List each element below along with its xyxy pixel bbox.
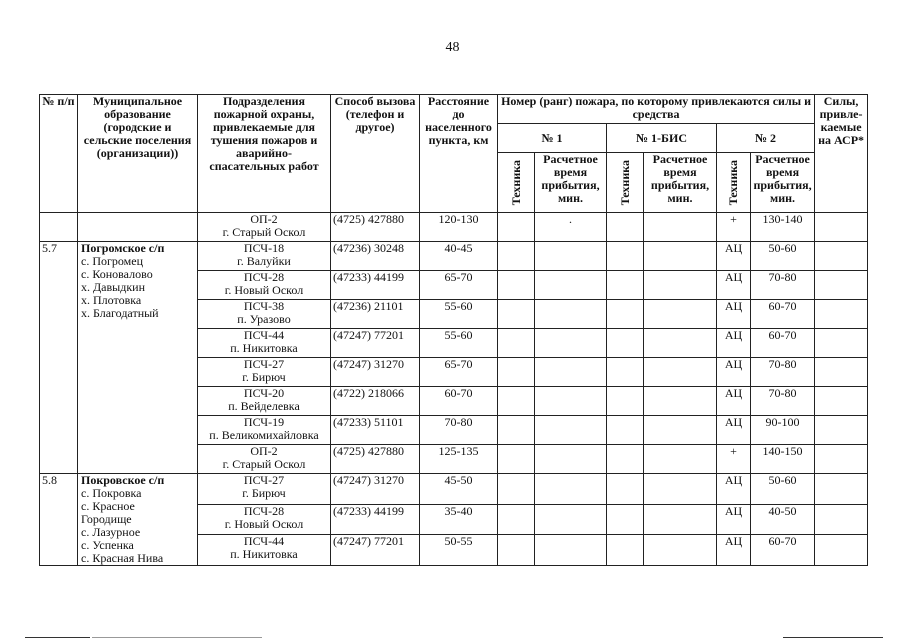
asr-cell bbox=[815, 300, 868, 329]
unit-name: ПСЧ-44 bbox=[243, 534, 285, 549]
tech-1bis-cell bbox=[607, 358, 644, 387]
asr-cell bbox=[815, 271, 868, 300]
tech-2-cell: + bbox=[717, 213, 751, 242]
tech-2-cell: АЦ bbox=[717, 300, 751, 329]
tech-1bis-cell bbox=[607, 300, 644, 329]
asr-cell bbox=[815, 387, 868, 416]
municipality-line: с. Коноваловo bbox=[81, 267, 153, 281]
unit-cell bbox=[198, 329, 331, 358]
municipality-cell bbox=[78, 242, 198, 474]
asr-cell bbox=[815, 213, 868, 242]
municipality-line: х. Плотовка bbox=[81, 293, 142, 307]
row-number: 5.8 bbox=[40, 474, 78, 566]
footer-rule-left bbox=[25, 637, 90, 638]
arrival-1bis-cell bbox=[644, 504, 717, 535]
tech-2-cell: АЦ bbox=[717, 242, 751, 271]
arrival-1-cell: . bbox=[535, 213, 607, 242]
distance-cell: 65-70 bbox=[420, 271, 498, 300]
unit-name: ОП-2 bbox=[250, 212, 278, 226]
phone-cell: (4725) 427880 bbox=[331, 213, 420, 242]
tech-1bis-cell bbox=[607, 213, 644, 242]
unit-name: ПСЧ-38 bbox=[243, 299, 285, 313]
tech-1-cell bbox=[498, 535, 535, 566]
unit-cell bbox=[198, 242, 331, 271]
arrival-1bis-cell bbox=[644, 271, 717, 300]
arrival-2-cell: 60-70 bbox=[751, 329, 815, 358]
unit-cell bbox=[198, 416, 331, 445]
arrival-1-cell bbox=[535, 358, 607, 387]
unit-name: ПСЧ-28 bbox=[243, 504, 285, 518]
unit-cell bbox=[198, 474, 331, 505]
unit-name: ПСЧ-18 bbox=[243, 241, 285, 255]
asr-cell bbox=[815, 474, 868, 505]
table-row bbox=[40, 242, 868, 271]
municipality-line: х. Благодатный bbox=[81, 306, 159, 320]
tech-2-cell: АЦ bbox=[717, 416, 751, 445]
arrival-2-cell: 60-70 bbox=[751, 535, 815, 566]
unit-location: г. Бирюч bbox=[242, 370, 286, 384]
asr-cell bbox=[815, 416, 868, 445]
unit-cell bbox=[198, 387, 331, 416]
unit-location: п. Никитовка bbox=[230, 341, 298, 355]
distance-cell: 120-130 bbox=[420, 213, 498, 242]
header-tech-1: Техника bbox=[508, 159, 523, 206]
arrival-1bis-cell bbox=[644, 474, 717, 505]
unit-cell bbox=[198, 213, 331, 242]
municipality-line: Погромское с/п bbox=[81, 241, 165, 255]
arrival-2-cell: 90-100 bbox=[751, 416, 815, 445]
phone-cell: (4722) 218066 bbox=[331, 387, 420, 416]
tech-1bis-cell bbox=[607, 387, 644, 416]
unit-location: п. Вейделевка bbox=[228, 399, 300, 413]
distance-cell: 45-50 bbox=[420, 474, 498, 505]
phone-cell: (47247) 77201 bbox=[331, 329, 420, 358]
arrival-1bis-cell bbox=[644, 445, 717, 474]
tech-1bis-cell bbox=[607, 445, 644, 474]
tech-1-cell bbox=[498, 387, 535, 416]
tech-2-cell: АЦ bbox=[717, 387, 751, 416]
row-number: 5.7 bbox=[40, 242, 78, 474]
unit-name: ПСЧ-20 bbox=[243, 386, 285, 400]
municipality-cell bbox=[78, 474, 198, 566]
unit-cell bbox=[198, 271, 331, 300]
unit-cell bbox=[198, 358, 331, 387]
tech-1-cell bbox=[498, 474, 535, 505]
arrival-1-cell bbox=[535, 329, 607, 358]
header-tech-2: Техника bbox=[726, 159, 740, 206]
unit-location: п. Великомихайловка bbox=[209, 428, 319, 442]
header-arrival-2: Расчетное время прибытия, мин. bbox=[751, 153, 815, 213]
tech-2-cell: АЦ bbox=[717, 474, 751, 505]
arrival-1bis-cell bbox=[644, 358, 717, 387]
header-arrival-1: Расчетное время прибытия, мин. bbox=[535, 153, 607, 213]
footer-rule-right bbox=[783, 637, 883, 638]
tech-1bis-cell bbox=[607, 535, 644, 566]
unit-name: ПСЧ-19 bbox=[243, 415, 285, 429]
tech-1-cell bbox=[498, 271, 535, 300]
arrival-2-cell: 60-70 bbox=[751, 300, 815, 329]
distance-cell: 125-135 bbox=[420, 445, 498, 474]
arrival-2-cell: 40-50 bbox=[751, 504, 815, 535]
tech-2-cell: АЦ bbox=[717, 271, 751, 300]
tech-1bis-cell bbox=[607, 416, 644, 445]
asr-cell bbox=[815, 242, 868, 271]
arrival-1-cell bbox=[535, 242, 607, 271]
arrival-1bis-cell bbox=[644, 416, 717, 445]
distance-cell: 50-55 bbox=[420, 535, 498, 566]
unit-cell bbox=[198, 504, 331, 535]
municipality-line: х. Давыдкин bbox=[81, 280, 146, 294]
header-asr: Силы, привле-каемые на АСР* bbox=[815, 95, 868, 213]
tech-2-cell: АЦ bbox=[717, 504, 751, 535]
municipality-line: с. Красная Нива bbox=[81, 551, 164, 565]
asr-cell bbox=[815, 445, 868, 474]
asr-cell bbox=[815, 329, 868, 358]
arrival-1-cell bbox=[535, 387, 607, 416]
table-row bbox=[40, 474, 868, 505]
municipality-line: с. Лазурное bbox=[81, 525, 141, 539]
tech-1-cell bbox=[498, 358, 535, 387]
arrival-2-cell: 70-80 bbox=[751, 358, 815, 387]
municipality-line: с. Успенка bbox=[81, 538, 134, 552]
arrival-1-cell bbox=[535, 416, 607, 445]
tech-2-cell: АЦ bbox=[717, 358, 751, 387]
arrival-2-cell: 50-60 bbox=[751, 474, 815, 505]
municipality-line: с. Покровка bbox=[81, 486, 142, 500]
unit-location: п. Уразово bbox=[237, 312, 291, 326]
unit-location: г. Бирюч bbox=[242, 486, 286, 500]
arrival-1-cell bbox=[535, 300, 607, 329]
distance-cell: 70-80 bbox=[420, 416, 498, 445]
row-number bbox=[40, 213, 78, 242]
header-fire-rank: Номер (ранг) пожара, по которому привлекаются силы и средства bbox=[498, 95, 815, 124]
unit-location: г. Валуйки bbox=[237, 254, 291, 268]
tech-1-cell bbox=[498, 416, 535, 445]
asr-cell bbox=[815, 504, 868, 535]
arrival-2-cell: 130-140 bbox=[751, 213, 815, 242]
distance-cell: 40-45 bbox=[420, 242, 498, 271]
arrival-1bis-cell bbox=[644, 387, 717, 416]
arrival-1bis-cell bbox=[644, 242, 717, 271]
tech-2-cell: + bbox=[717, 445, 751, 474]
phone-cell: (4725) 427880 bbox=[331, 445, 420, 474]
unit-cell bbox=[198, 445, 331, 474]
tech-1bis-cell bbox=[607, 474, 644, 505]
tech-1bis-cell bbox=[607, 242, 644, 271]
arrival-2-cell: 50-60 bbox=[751, 242, 815, 271]
municipality-line: Городище bbox=[81, 512, 132, 526]
municipality-cell bbox=[78, 213, 198, 242]
unit-cell bbox=[198, 300, 331, 329]
phone-cell: (47236) 21101 bbox=[331, 300, 420, 329]
phone-cell: (47247) 31270 bbox=[331, 474, 420, 505]
unit-name: ПСЧ-28 bbox=[243, 270, 285, 284]
tech-1-cell bbox=[498, 242, 535, 271]
header-arrival-1bis: Расчетное время прибытия, мин. bbox=[644, 153, 717, 213]
header-municipality: Муниципальное образование (городские и сельские поселения (организации)) bbox=[78, 95, 198, 213]
table-body bbox=[40, 213, 868, 566]
header-units: Подразделения пожарной охраны, привлекаемые для тушения пожаров и аварийно-спасательных работ bbox=[198, 95, 331, 213]
municipality-line: Покровское с/п bbox=[81, 473, 165, 487]
unit-name: ПСЧ-27 bbox=[243, 473, 285, 487]
arrival-1bis-cell bbox=[644, 535, 717, 566]
arrival-1-cell bbox=[535, 535, 607, 566]
arrival-1-cell bbox=[535, 504, 607, 535]
distance-cell: 55-60 bbox=[420, 329, 498, 358]
phone-cell: (47233) 44199 bbox=[331, 504, 420, 535]
phone-cell: (47233) 44199 bbox=[331, 271, 420, 300]
tech-1-cell bbox=[498, 213, 535, 242]
header-rank-1bis: № 1-БИС bbox=[607, 124, 717, 153]
distance-cell: 65-70 bbox=[420, 358, 498, 387]
arrival-1-cell bbox=[535, 271, 607, 300]
arrival-1bis-cell bbox=[644, 329, 717, 358]
unit-location: г. Старый Оскол bbox=[222, 225, 306, 239]
asr-cell bbox=[815, 535, 868, 566]
page-number: 48 bbox=[445, 40, 460, 55]
unit-name: ПСЧ-27 bbox=[243, 357, 285, 371]
unit-location: г. Старый Оскол bbox=[222, 457, 306, 471]
tech-1-cell bbox=[498, 504, 535, 535]
unit-name: ОП-2 bbox=[250, 444, 278, 458]
deployment-table bbox=[39, 94, 868, 566]
header-num: № п/п bbox=[40, 95, 78, 213]
header-call-method: Способ вызова (телефон и другое) bbox=[331, 95, 420, 213]
arrival-1-cell bbox=[535, 445, 607, 474]
tech-2-cell: АЦ bbox=[717, 535, 751, 566]
header-tech-1bis: Техника bbox=[617, 159, 632, 206]
phone-cell: (47247) 31270 bbox=[331, 358, 420, 387]
arrival-2-cell: 70-80 bbox=[751, 271, 815, 300]
tech-1-cell bbox=[498, 329, 535, 358]
unit-cell bbox=[198, 535, 331, 566]
tech-1bis-cell bbox=[607, 329, 644, 358]
distance-cell: 35-40 bbox=[420, 504, 498, 535]
tech-2-cell: АЦ bbox=[717, 329, 751, 358]
tech-1-cell bbox=[498, 445, 535, 474]
header-rank-1: № 1 bbox=[498, 124, 607, 153]
tech-1bis-cell bbox=[607, 504, 644, 535]
arrival-1-cell bbox=[535, 474, 607, 505]
municipality-line: с. Погромец bbox=[81, 254, 144, 268]
header-distance: Расстояние до населенного пункта, км bbox=[420, 95, 498, 213]
arrival-2-cell: 140-150 bbox=[751, 445, 815, 474]
arrival-1bis-cell bbox=[644, 300, 717, 329]
municipality-line: с. Красное bbox=[81, 499, 135, 513]
unit-location: г. Новый Оскол bbox=[224, 516, 304, 531]
phone-cell: (47236) 30248 bbox=[331, 242, 420, 271]
unit-location: п. Никитовка bbox=[230, 547, 298, 562]
asr-cell bbox=[815, 358, 868, 387]
arrival-1bis-cell bbox=[644, 213, 717, 242]
footer-rule-left-2 bbox=[92, 637, 262, 638]
unit-location: г. Новый Оскол bbox=[224, 283, 304, 297]
phone-cell: (47233) 51101 bbox=[331, 416, 420, 445]
phone-cell: (47247) 77201 bbox=[331, 535, 420, 566]
unit-name: ПСЧ-44 bbox=[243, 328, 285, 342]
distance-cell: 60-70 bbox=[420, 387, 498, 416]
arrival-2-cell: 70-80 bbox=[751, 387, 815, 416]
table-row bbox=[40, 213, 868, 242]
header-rank-2: № 2 bbox=[717, 124, 815, 153]
tech-1-cell bbox=[498, 300, 535, 329]
distance-cell: 55-60 bbox=[420, 300, 498, 329]
tech-1bis-cell bbox=[607, 271, 644, 300]
